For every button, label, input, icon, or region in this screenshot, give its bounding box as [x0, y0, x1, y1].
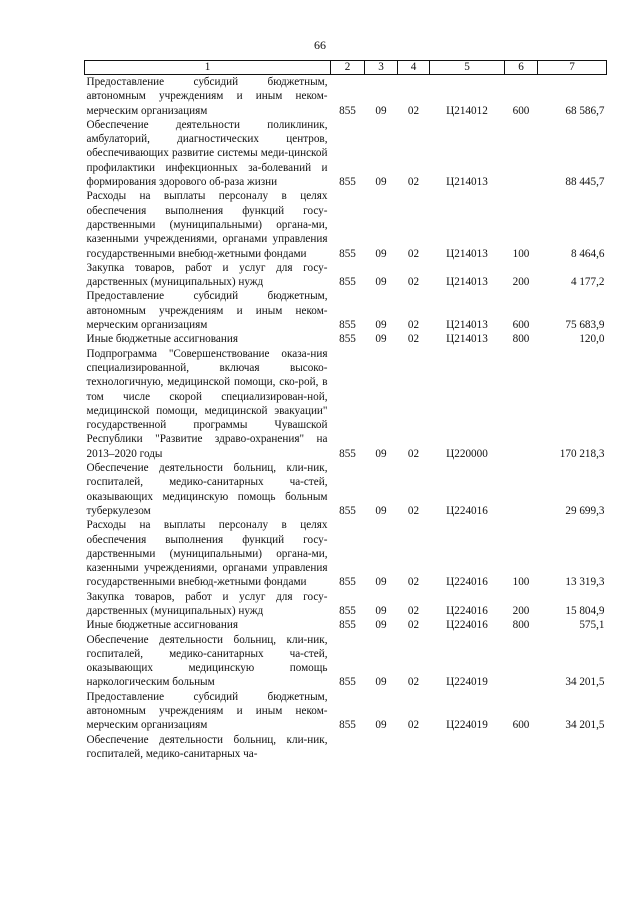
cell-expense-type [505, 347, 538, 461]
cell-target-code: Ц224016 [446, 504, 488, 517]
table-row [85, 518, 607, 589]
cell-section-code: 09 [375, 504, 387, 517]
cell-target-code: Ц224016 [446, 604, 488, 617]
cell-subsection-code: 02 [407, 676, 420, 689]
cell-target-code [430, 733, 505, 762]
cell-section-code: 09 [375, 576, 387, 589]
cell-name: Обеспечение деятельности больниц, кли-ник, госпиталей, медико-санитарных ча-стей, оказывающих медицинскую помощь наркологическим больным [86, 633, 328, 689]
cell-name: Иные бюджетные ассигнования [86, 619, 238, 632]
table-row [85, 189, 607, 260]
cell-subsection-code: 02 [407, 504, 420, 517]
cell-subsection-code: 02 [407, 333, 420, 346]
cell-ministry-code: 855 [339, 719, 356, 732]
cell-amount: 575,1 [579, 619, 605, 632]
cell-target-code: Ц224019 [446, 676, 488, 689]
cell-ministry-code: 855 [339, 447, 356, 460]
table-row [85, 733, 607, 762]
cell-amount: 170 218,3 [559, 447, 605, 460]
table-row [85, 690, 607, 733]
cell-section-code: 09 [375, 447, 387, 460]
cell-section-code [365, 733, 398, 762]
cell-name: Расходы на выплаты персоналу в целях обеспечения выполнения функций госу-дарственными (муниципальными) органа-ми, казенными учреждениями, органами управления государственными внебюд-жетными фондами [86, 519, 328, 589]
cell-target-code: Ц224019 [446, 719, 488, 732]
cell-target-code: Ц214013 [446, 319, 488, 332]
cell-section-code: 09 [375, 104, 387, 117]
table-header-row [85, 61, 607, 75]
cell-section-code: 09 [375, 719, 387, 732]
cell-ministry-code: 855 [339, 247, 356, 260]
cell-expense-type [505, 733, 538, 762]
cell-amount: 88 445,7 [565, 176, 605, 189]
cell-expense-type: 200 [512, 276, 530, 289]
cell-expense-type: 600 [512, 104, 530, 117]
cell-expense-type [505, 633, 538, 690]
cell-subsection-code: 02 [407, 719, 420, 732]
cell-amount: 75 683,9 [565, 319, 605, 332]
cell-section-code: 09 [375, 604, 387, 617]
cell-name: Иные бюджетные ассигнования [86, 333, 238, 346]
cell-amount: 8 464,6 [570, 247, 605, 260]
cell-name: Обеспечение деятельности поликлиник, амбулаторий, диагностических центров, обеспечивающих развитие системы меди-цинской профилактики инфекционных за-болеваний и формирования здорового об-раза жизни [86, 118, 328, 189]
cell-name: Обеспечение деятельности больниц, кли-ник, госпиталей, медико-санитарных ча- [86, 733, 328, 760]
table-row [85, 590, 607, 619]
cell-expense-type: 600 [512, 719, 530, 732]
cell-subsection-code: 02 [407, 604, 420, 617]
cell-subsection-code: 02 [407, 576, 420, 589]
cell-target-code: Ц214013 [446, 276, 488, 289]
cell-expense-type: 800 [512, 619, 530, 632]
cell-ministry-code: 855 [339, 604, 356, 617]
cell-target-code: Ц214013 [446, 176, 488, 189]
cell-subsection-code: 02 [407, 619, 420, 632]
cell-expense-type: 100 [512, 576, 530, 589]
cell-subsection-code: 02 [407, 247, 420, 260]
cell-ministry-code: 855 [339, 504, 356, 517]
cell-ministry-code: 855 [339, 333, 356, 346]
cell-amount: 34 201,5 [565, 676, 605, 689]
table-row [85, 332, 607, 346]
header-col-5: 5 [430, 61, 505, 75]
cell-subsection-code: 02 [407, 104, 420, 117]
header-col-7: 7 [538, 61, 607, 75]
cell-amount: 68 586,7 [565, 104, 605, 117]
cell-expense-type: 800 [512, 333, 530, 346]
header-col-6: 6 [505, 61, 538, 75]
cell-ministry-code: 855 [339, 576, 356, 589]
cell-name: Предоставление субсидий бюджетным, автономным учреждениям и иным неком-мерческим организациям [86, 690, 328, 732]
cell-amount: 120,0 [579, 333, 605, 346]
header-col-2: 2 [331, 61, 365, 75]
cell-expense-type [505, 118, 538, 189]
cell-ministry-code: 855 [339, 676, 356, 689]
cell-ministry-code: 855 [339, 619, 356, 632]
cell-section-code: 09 [375, 333, 387, 346]
cell-amount: 15 804,9 [565, 604, 605, 617]
table-row [85, 118, 607, 189]
cell-expense-type: 200 [512, 604, 530, 617]
cell-target-code: Ц214012 [446, 104, 488, 117]
cell-subsection-code: 02 [407, 447, 420, 460]
cell-section-code: 09 [375, 276, 387, 289]
header-col-1: 1 [85, 61, 331, 75]
table-row [85, 289, 607, 332]
cell-section-code: 09 [375, 319, 387, 332]
budget-table [84, 60, 607, 761]
cell-ministry-code: 855 [339, 104, 356, 117]
table-row [85, 347, 607, 461]
cell-subsection-code [398, 733, 430, 762]
cell-expense-type [505, 461, 538, 518]
table-row [85, 461, 607, 518]
cell-name: Закупка товаров, работ и услуг для госу-дарственных (муниципальных) нужд [86, 590, 328, 617]
cell-section-code: 09 [375, 247, 387, 260]
cell-name: Расходы на выплаты персоналу в целях обеспечения выполнения функций госу-дарственными (муниципальными) органа-ми, казенными учреждениями, органами управления государственными внебюд-жетными фондами [86, 190, 328, 260]
cell-ministry-code: 855 [339, 319, 356, 332]
cell-section-code: 09 [375, 619, 387, 632]
cell-section-code: 09 [375, 176, 387, 189]
cell-name: Подпрограмма "Совершенствование оказа-ния специализированной, включая высоко-технологичную, медицинской помощи, ско-рой, в том числе скорой специализирован-ной, медицинской помощи, медицинской эвакуации" государственной программы Чувашской Республики "Развитие здраво-охранения" на 2013–2020 годы [86, 347, 328, 460]
cell-target-code: Ц214013 [446, 247, 488, 260]
cell-expense-type: 100 [512, 247, 530, 260]
header-col-3: 3 [365, 61, 398, 75]
cell-target-code: Ц224016 [446, 619, 488, 632]
page-number: 66 [314, 38, 326, 52]
header-col-4: 4 [398, 61, 430, 75]
cell-target-code: Ц224016 [446, 576, 488, 589]
cell-name: Закупка товаров, работ и услуг для госу-дарственных (муниципальных) нужд [86, 261, 328, 289]
cell-amount: 13 319,3 [565, 576, 605, 589]
cell-section-code: 09 [375, 676, 387, 689]
cell-ministry-code [331, 733, 365, 762]
cell-amount [538, 733, 607, 762]
table-row [85, 618, 607, 632]
table-row [85, 633, 607, 690]
cell-name: Обеспечение деятельности больниц, кли-ник, госпиталей, медико-санитарных ча-стей, оказывающих медицинскую помощь больным туберкулезом [86, 462, 328, 517]
cell-name: Предоставление субсидий бюджетным, автономным учреждениям и иным неком-мерческим организациям [86, 76, 328, 117]
cell-amount: 34 201,5 [565, 719, 605, 732]
cell-subsection-code: 02 [407, 319, 420, 332]
cell-amount: 29 699,3 [565, 504, 605, 517]
cell-ministry-code: 855 [339, 176, 356, 189]
cell-name: Предоставление субсидий бюджетным, автономным учреждениям и иным неком-мерческим организациям [86, 290, 328, 332]
cell-subsection-code: 02 [407, 176, 420, 189]
cell-target-code: Ц214013 [446, 333, 488, 346]
cell-target-code: Ц220000 [446, 447, 488, 460]
table-row [85, 261, 607, 290]
cell-subsection-code: 02 [407, 276, 420, 289]
cell-expense-type: 600 [512, 319, 530, 332]
cell-amount: 4 177,2 [570, 276, 605, 289]
cell-ministry-code: 855 [339, 276, 356, 289]
table-row [85, 75, 607, 118]
